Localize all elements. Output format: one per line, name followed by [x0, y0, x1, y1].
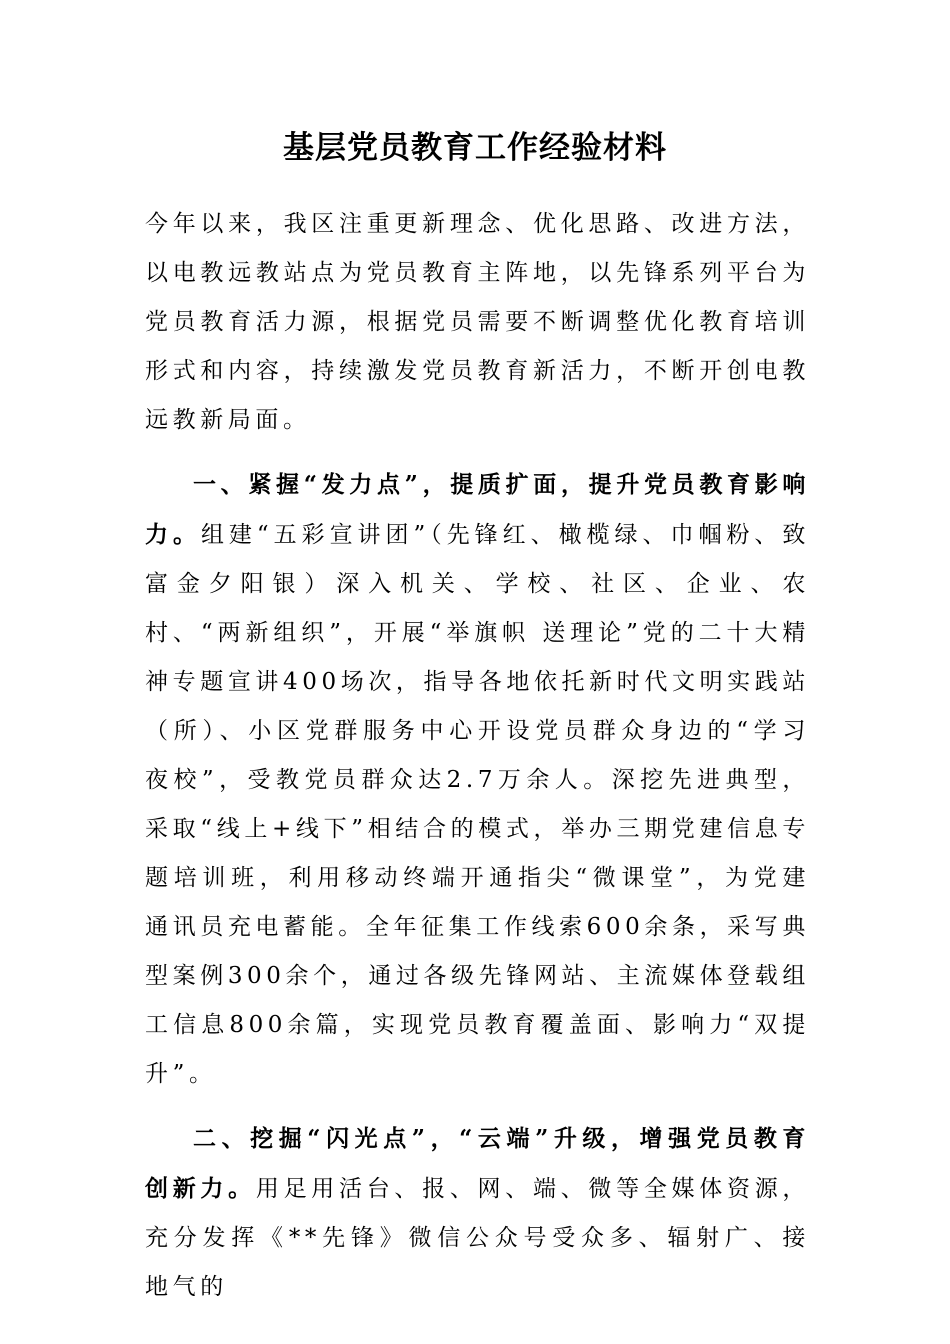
section-two-heading: 二、挖掘“闪光点”，“云端”升级，增强党员教育创新力。 [145, 1125, 810, 1202]
document-body [145, 200, 810, 1312]
intro-paragraph: 今年以来，我区注重更新理念、优化思路、改进方法，以电教远教站点为党员教育主阵地，以先锋系列平台为党员教育活力源，根据党员需要不断调整优化教育培训形式和内容，持续激发党员教育新活力，不断开创电教远教新局面。 [145, 211, 810, 433]
section-one-heading: 一、紧握“发力点”，提质扩面，提升党员教育影响力。 [145, 471, 810, 548]
section-two-paragraph [145, 1114, 810, 1312]
section-one-paragraph [145, 460, 810, 1099]
section-two-body: 用足用活台、报、网、端、微等全媒体资源，充分发挥《**先锋》微信公众号受众多、辐射广、接地气的 [145, 1176, 811, 1300]
document-title: 基层党员教育工作经验材料 [283, 130, 667, 166]
section-one-body: 组建“五彩宣讲团”（先锋红、橄榄绿、巾帼粉、致富金夕阳银）深入机关、学校、社区、企业、农村、“两新组织”，开展“举旗帜 送理论”党的二十大精神专题宣讲400场次，指导各地依托新时代文明实践站（所）、小区党群服务中心开设党员群众身边的“学习夜校”，受教党员群众达2.7万余人。深挖先进典型，采取“线上+线下”相结合的模式，举办三期党建信息专题培训班，利用移动终端开通指尖“微课堂”，为党建通讯员充电蓄能。全年征集工作线索600余条，采写典型案例300余个，通过各级先锋网站、主流媒体登载组工信息800余篇，实现党员教育覆盖面、影响力“双提升”。 [145, 522, 810, 1087]
